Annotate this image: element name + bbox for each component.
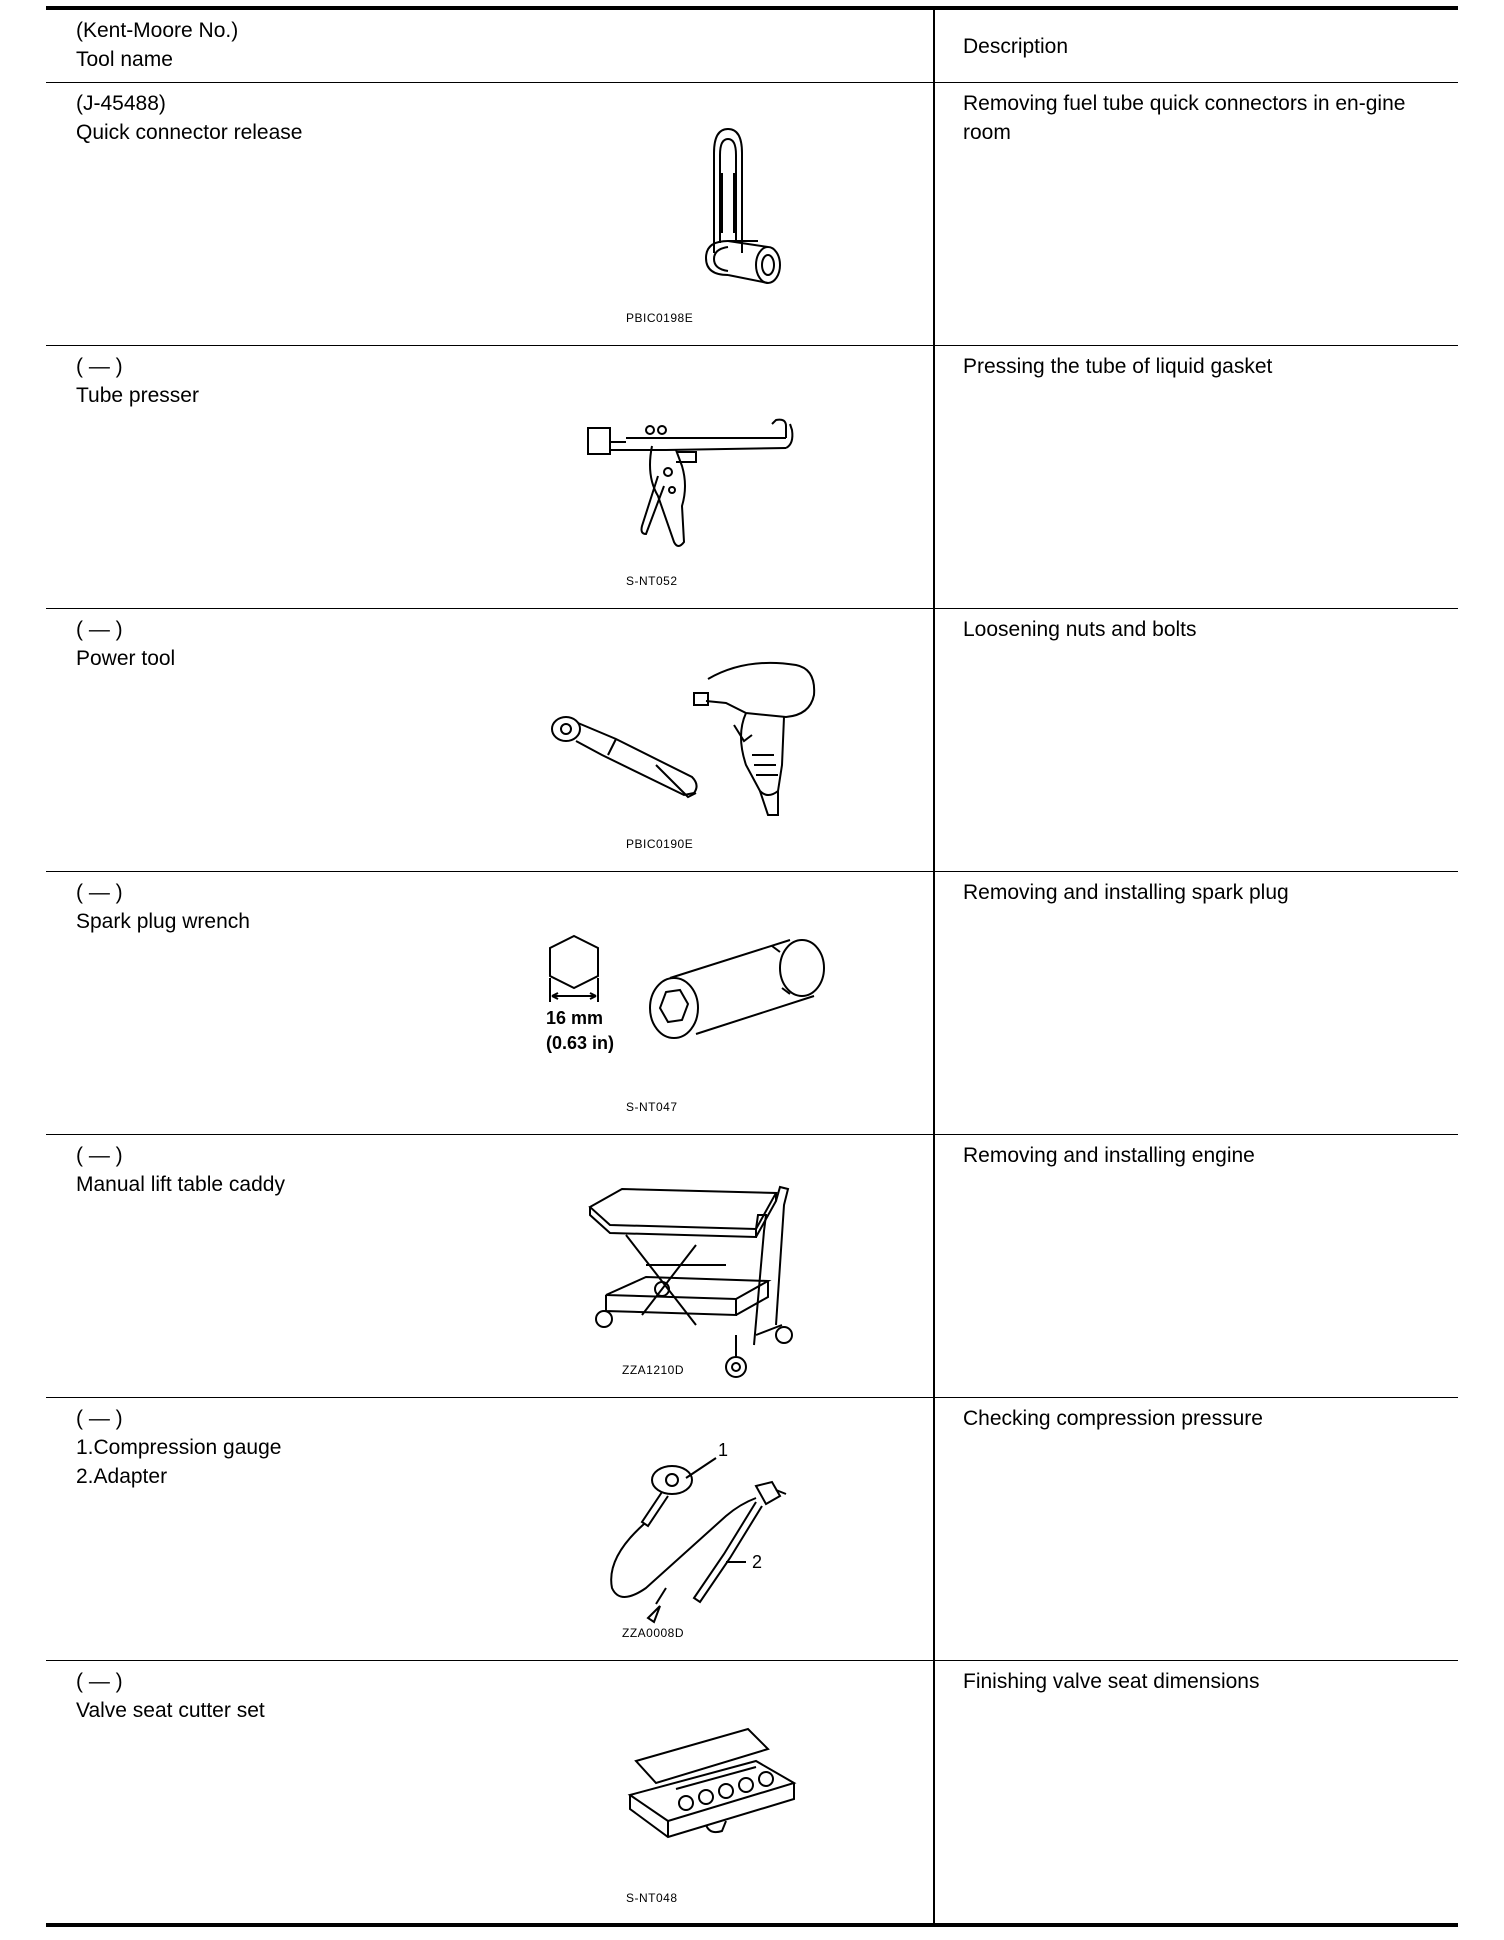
table-row [46,1398,1458,1661]
header-tool-name: Tool name [76,48,173,71]
figure-code: ZZA0008D [622,1626,685,1640]
special-service-tools-page [46,6,1458,1927]
power-tool-illustration [546,655,836,835]
figure-code: PBIC0190E [626,837,694,851]
special-service-tools-table [46,6,1458,1927]
description-cell [934,1398,1458,1661]
table-row [46,872,1458,1135]
tool-name-line-2: 2.Adapter [76,1465,168,1488]
tube-presser-illustration [586,416,826,566]
tool-number: ( — ) [76,1144,123,1167]
tool-cell [46,1661,934,1926]
tool-name: Quick connector release [76,121,303,144]
description-cell [934,1135,1458,1398]
tool-name: Valve seat cutter set [76,1699,265,1722]
tool-cell [46,83,934,346]
figure-code: S-NT048 [626,1891,678,1905]
figure-code: PBIC0198E [626,311,694,325]
tool-description: Loosening nuts and bolts [963,618,1197,641]
figure-code: ZZA1210D [622,1363,685,1377]
figure-code: S-NT052 [626,574,678,588]
header-description: Description [963,35,1069,58]
header-tool-cell [46,8,934,83]
figure-code: S-NT047 [626,1100,678,1114]
table-header-row [46,8,1458,83]
table-row [46,1661,1458,1926]
tool-number: ( — ) [76,355,123,378]
tool-cell [46,1398,934,1661]
tool-name: Tube presser [76,384,199,407]
callout-2: 2 [752,1552,763,1572]
table-row [46,83,1458,346]
tool-cell [46,609,934,872]
tool-number: ( — ) [76,1670,123,1693]
tool-description: Checking compression pressure [963,1407,1263,1430]
tool-name-line-1: 1.Compression gauge [76,1436,282,1459]
callout-1: 1 [718,1440,729,1460]
valve-seat-cutter-set-illustration [626,1725,816,1855]
table-row [46,609,1458,872]
tool-description: Removing and installing engine [963,1144,1255,1167]
description-cell [934,1661,1458,1926]
tool-name: Manual lift table caddy [76,1173,285,1196]
tool-description: Finishing valve seat dimensions [963,1670,1260,1693]
compression-gauge-illustration [606,1438,826,1628]
dimension-imperial: (0.63 in) [546,1033,615,1053]
tool-description: Removing and installing spark plug [963,881,1289,904]
tool-cell [46,1135,934,1398]
tool-cell [46,346,934,609]
quick-connector-release-illustration [666,123,826,303]
header-tool-number: (Kent-Moore No.) [76,19,239,42]
description-cell [934,872,1458,1135]
tool-description: Pressing the tube of liquid gasket [963,355,1273,378]
tool-cell [46,872,934,1135]
tool-name: Power tool [76,647,176,670]
tool-number: ( — ) [76,1407,123,1430]
lift-table-caddy-illustration [586,1185,836,1385]
description-cell [934,346,1458,609]
dimension-metric: 16 mm [546,1008,604,1028]
description-cell [934,609,1458,872]
tool-description: Removing fuel tube quick connectors in en-gine room [963,92,1406,144]
table-row [46,346,1458,609]
description-cell [934,83,1458,346]
tool-number: ( — ) [76,881,123,904]
tool-number: ( — ) [76,618,123,641]
tool-number: (J-45488) [76,92,166,115]
header-description-cell [934,8,1458,83]
tool-name: Spark plug wrench [76,910,250,933]
table-row [46,1135,1458,1398]
